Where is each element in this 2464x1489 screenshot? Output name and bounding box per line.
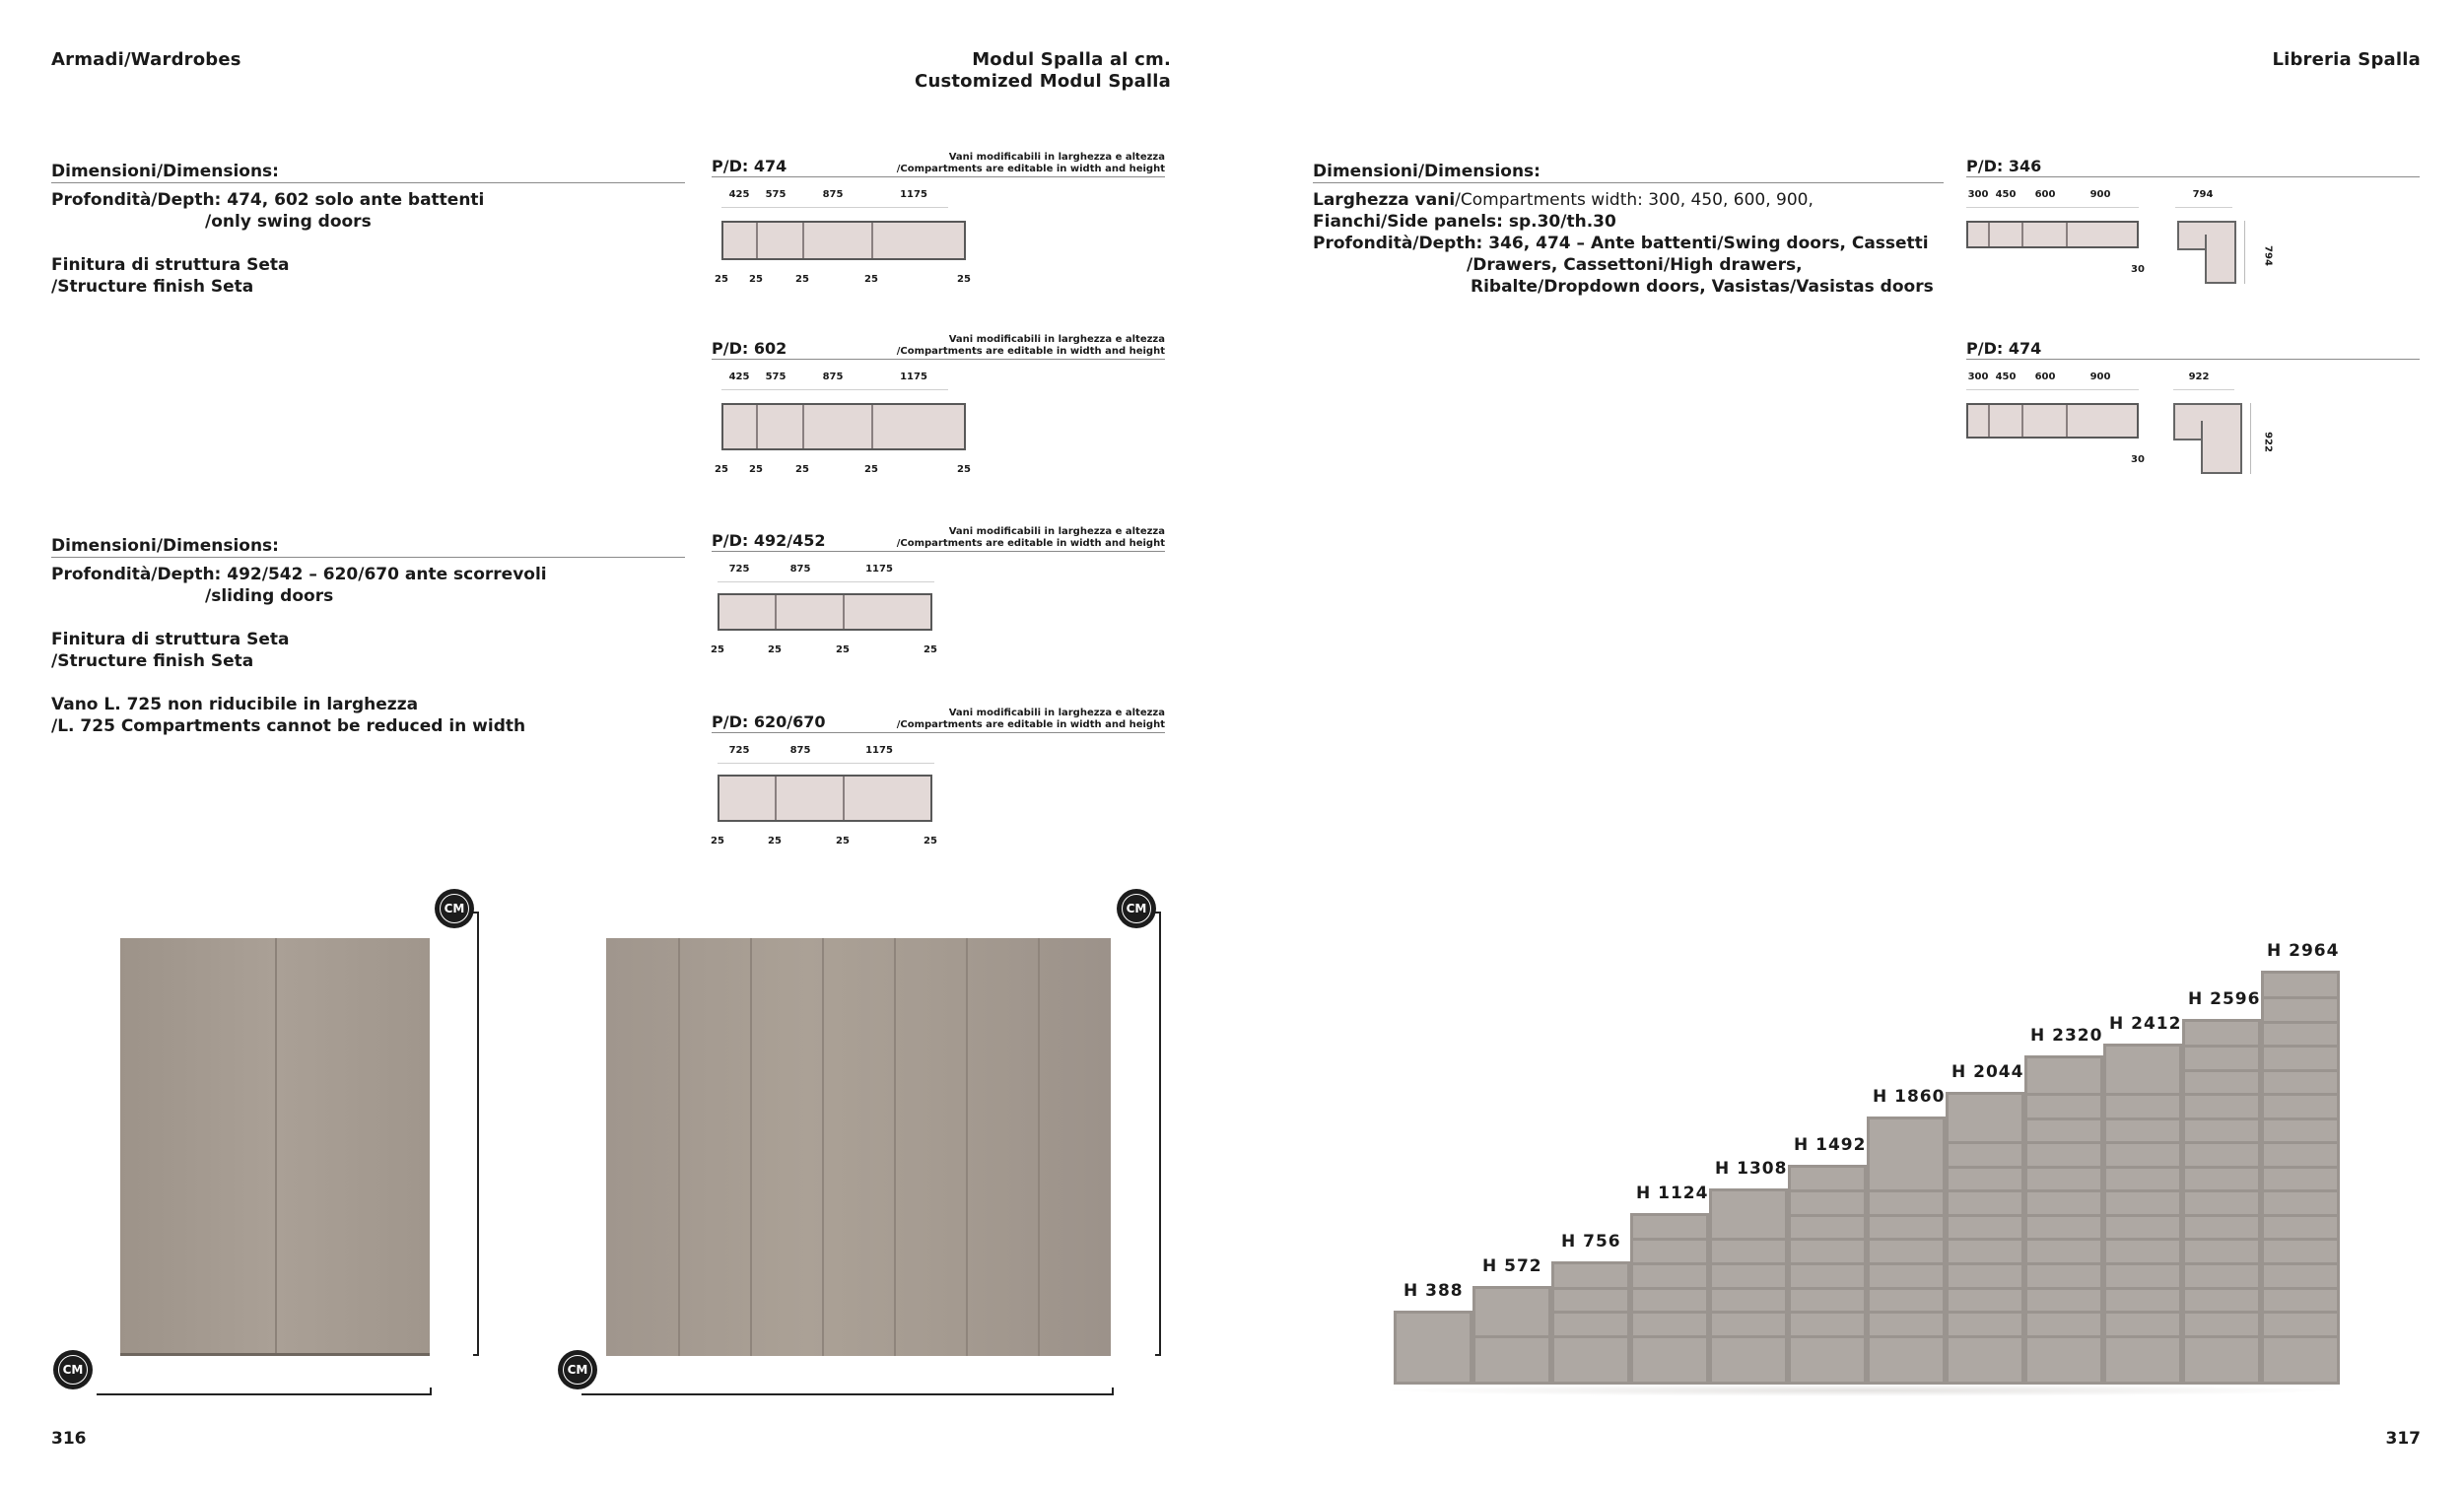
width-label: 1175 <box>865 745 893 756</box>
side-label: 25 <box>749 274 763 285</box>
depth-text-cont: /Drawers, Cassettoni/High drawers, <box>1467 255 1803 275</box>
l-height-label: 794 <box>2262 245 2274 266</box>
height-label: H 2596 <box>2188 989 2261 1009</box>
bookcase-diagram-474 <box>1966 338 2420 476</box>
height-label: H 756 <box>1561 1232 1621 1252</box>
side-label: 25 <box>715 274 728 285</box>
width-label: 1175 <box>900 189 927 200</box>
height-label: H 572 <box>1482 1256 1542 1276</box>
depth-label: P/D: 620/670 <box>712 712 826 731</box>
width-label: 300 <box>1967 189 1989 200</box>
side-panels-text: Fianchi/Side panels: sp.30/th.30 <box>1313 212 1616 232</box>
depth-label: P/D: 474 <box>712 157 787 175</box>
section-bar <box>1966 403 2139 439</box>
section-bar <box>721 221 966 260</box>
side-label: 25 <box>711 836 724 846</box>
width-label: 450 <box>1995 372 2017 382</box>
header-line-2: Customized Modul Spalla <box>915 71 1171 92</box>
l-shape-panel <box>2201 421 2242 474</box>
depth-text-cont: Ribalte/Dropdown doors, Vasistas/Vasistas doors <box>1471 277 1934 297</box>
depth-text-en: /only swing doors <box>205 212 372 232</box>
width-label: 1175 <box>865 564 893 575</box>
section-bar <box>1966 221 2139 248</box>
depth-text: Profondità/Depth: 346, 474 – Ante battenti/Swing doors, Cassetti <box>1313 234 1929 253</box>
side-label: 25 <box>795 464 809 475</box>
page-header-right <box>915 49 1171 93</box>
height-label: H 1492 <box>1794 1135 1867 1155</box>
editable-note: Vani modificabili in larghezza e altezza /Compartments are editable in width and height <box>896 526 1165 549</box>
side-label: 25 <box>749 464 763 475</box>
page-number: 316 <box>51 1429 87 1449</box>
bookcase-column <box>1394 1311 1472 1385</box>
height-label: H 2964 <box>2267 941 2340 961</box>
diagram-header <box>712 152 1165 177</box>
depth-label: P/D: 602 <box>712 339 787 358</box>
bookcase-diagram-346 <box>1966 156 2420 294</box>
side-label: 30 <box>2131 264 2145 275</box>
section-diagram-474 <box>712 152 1165 294</box>
width-label: 600 <box>2034 372 2056 382</box>
height-label: H 1308 <box>1715 1159 1788 1179</box>
side-label: 25 <box>924 836 937 846</box>
wardrobe-sliding-door-image <box>606 938 1111 1356</box>
finish-text: Finitura di struttura Seta <box>51 630 290 649</box>
width-label: 875 <box>789 745 811 756</box>
diagram-header <box>712 526 1165 552</box>
width-label: 900 <box>2089 372 2111 382</box>
bookcase-column <box>1551 1261 1630 1385</box>
editable-note: Vani modificabili in larghezza e altezza /Compartments are editable in width and height <box>896 334 1165 357</box>
compartments-width-text: Larghezza vani/Compartments width: 300, 450, 600, 900, <box>1313 190 1814 210</box>
section-diagram-492 <box>711 526 1165 668</box>
side-label: 25 <box>864 274 878 285</box>
page-number: 317 <box>2385 1429 2421 1449</box>
compartment-note-en: /L. 725 Compartments cannot be reduced in width <box>51 716 526 736</box>
section-bar <box>718 775 932 822</box>
side-label: 30 <box>2131 454 2145 465</box>
height-dimension-line <box>473 912 479 1356</box>
width-label: 725 <box>728 745 750 756</box>
depth-text-en: /sliding doors <box>205 586 334 606</box>
bookcase-column <box>2182 1019 2261 1385</box>
dimensions-title: Dimensioni/Dimensions: <box>1313 162 1944 183</box>
width-label: 450 <box>1995 189 2017 200</box>
depth-label: P/D: 346 <box>1966 157 2042 175</box>
side-label: 25 <box>864 464 878 475</box>
diagram-header <box>712 334 1165 360</box>
width-label: 600 <box>2034 189 2056 200</box>
side-label: 25 <box>768 836 782 846</box>
bookcase-column <box>2261 971 2340 1385</box>
width-label: 1175 <box>900 372 927 382</box>
side-label: 25 <box>924 644 937 655</box>
width-label: 300 <box>1967 372 1989 382</box>
header-line-1: Modul Spalla al cm. <box>972 49 1171 70</box>
depth-label: P/D: 474 <box>1966 339 2042 358</box>
side-label: 25 <box>836 644 850 655</box>
bookcase-column <box>1867 1117 1946 1385</box>
diagram-header <box>1966 338 2420 360</box>
width-label: 875 <box>789 564 811 575</box>
height-dimension-line <box>1155 912 1161 1356</box>
side-label: 25 <box>957 464 971 475</box>
editable-note: Vani modificabili in larghezza e altezza /Compartments are editable in width and height <box>896 152 1165 174</box>
editable-note: Vani modificabili in larghezza e altezza /Compartments are editable in width and height <box>896 708 1165 730</box>
width-dimension-line <box>582 1387 1114 1395</box>
l-width-label: 794 <box>2192 189 2214 200</box>
cm-badge: CM <box>1117 889 1156 928</box>
section-diagram-620 <box>711 708 1165 859</box>
section-diagram-602 <box>712 334 1165 476</box>
cm-badge: CM <box>558 1350 597 1389</box>
side-label: 25 <box>957 274 971 285</box>
finish-text-en: /Structure finish Seta <box>51 277 254 297</box>
side-label: 25 <box>795 274 809 285</box>
height-label: H 2044 <box>1951 1062 2024 1082</box>
dimensions-title: Dimensioni/Dimensions: <box>51 536 685 558</box>
width-label: 425 <box>728 372 750 382</box>
bookcase-column <box>1788 1165 1867 1385</box>
cm-badge: CM <box>53 1350 93 1389</box>
side-label: 25 <box>836 836 850 846</box>
width-dimension-line <box>97 1387 432 1395</box>
section-bar <box>718 593 932 631</box>
page-header-left: Armadi/Wardrobes <box>51 49 241 70</box>
width-label: 575 <box>765 372 787 382</box>
height-label: H 1860 <box>1873 1087 1946 1107</box>
side-label: 25 <box>715 464 728 475</box>
side-label: 25 <box>711 644 724 655</box>
cm-badge: CM <box>435 889 474 928</box>
l-height-label: 922 <box>2262 432 2274 452</box>
section-bar <box>721 403 966 450</box>
height-label: H 2320 <box>2030 1026 2103 1046</box>
width-label: 875 <box>822 372 844 382</box>
height-label: H 1124 <box>1636 1184 1709 1203</box>
diagram-header <box>712 708 1165 733</box>
height-label: H 388 <box>1403 1281 1464 1301</box>
l-shape-panel <box>2205 235 2236 284</box>
compartment-note: Vano L. 725 non riducibile in larghezza <box>51 695 419 714</box>
depth-label: P/D: 492/452 <box>712 531 826 550</box>
page-header-right: Libreria Spalla <box>2272 49 2421 70</box>
finish-text-en: /Structure finish Seta <box>51 651 254 671</box>
width-label: 425 <box>728 189 750 200</box>
depth-text: Profondità/Depth: 474, 602 solo ante battenti <box>51 190 485 210</box>
dimensions-title: Dimensioni/Dimensions: <box>51 162 685 183</box>
l-width-label: 922 <box>2188 372 2210 382</box>
height-label: H 2412 <box>2109 1014 2182 1034</box>
depth-text: Profondità/Depth: 492/542 – 620/670 ante scorrevoli <box>51 565 547 584</box>
width-label: 575 <box>765 189 787 200</box>
wardrobe-two-door-image <box>120 938 430 1356</box>
diagram-header <box>1966 156 2420 177</box>
side-label: 25 <box>768 644 782 655</box>
width-label: 725 <box>728 564 750 575</box>
width-label: 900 <box>2089 189 2111 200</box>
width-label: 875 <box>822 189 844 200</box>
stepped-bookcase-image <box>1380 936 2365 1399</box>
finish-text: Finitura di struttura Seta <box>51 255 290 275</box>
